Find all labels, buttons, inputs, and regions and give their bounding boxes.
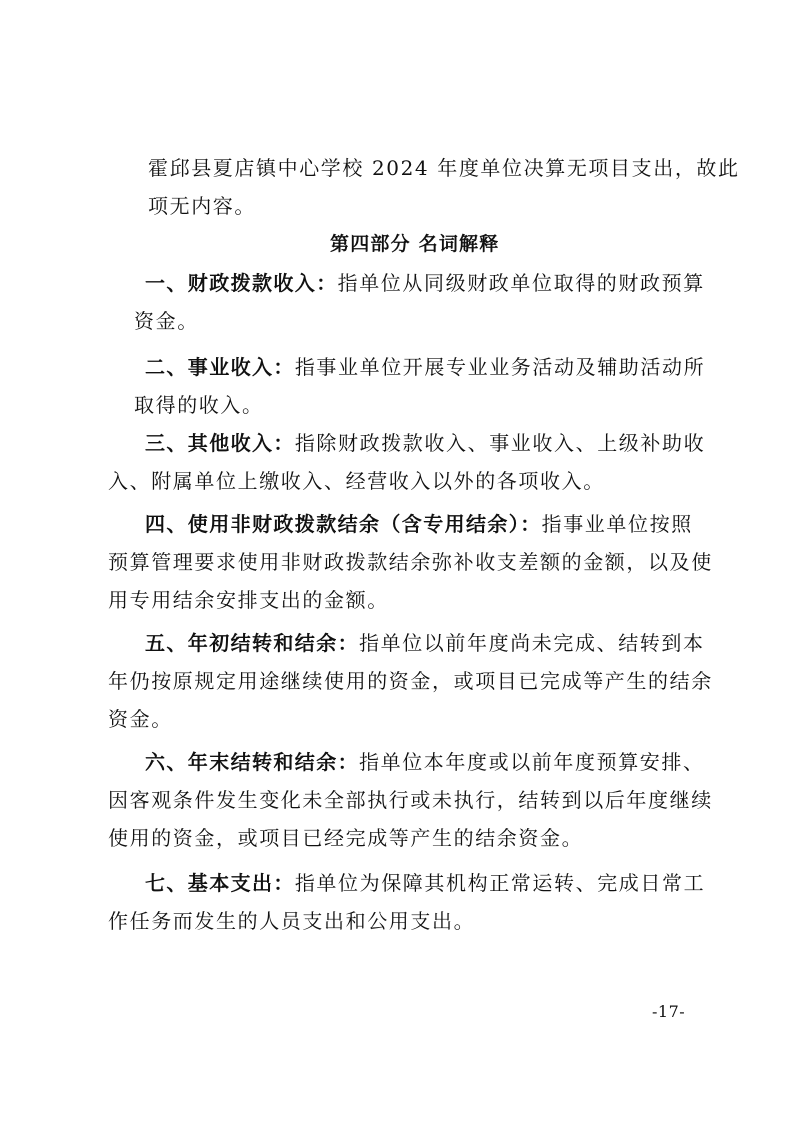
term-1-line-1 — [145, 271, 705, 295]
term-5-line-3: 资金。 — [108, 707, 173, 731]
term-6-text: 指单位本年度或以前年度预算安排、 — [359, 750, 705, 774]
term-7-label: 七、基本支出： — [145, 871, 295, 895]
term-2-line-2: 取得的收入。 — [134, 393, 264, 417]
term-6-label: 六、年末结转和结余： — [145, 750, 359, 774]
intro-line-1: 霍邱县夏店镇中心学校 2024 年度单位决算无项目支出，故此 — [148, 156, 740, 180]
term-2-text: 指事业单位开展专业业务活动及辅助活动所 — [294, 355, 706, 379]
term-4-line-3: 用专用结余安排支出的金额。 — [108, 588, 389, 612]
term-1-text: 指单位从同级财政单位取得的财政预算 — [337, 271, 705, 295]
intro-line-2: 项无内容。 — [148, 194, 256, 218]
term-4-line-1 — [145, 512, 693, 536]
term-7-text: 指单位为保障其机构正常运转、完成日常工 — [294, 871, 706, 895]
term-4-line-2: 预算管理要求使用非财政拨款结余弥补收支差额的金额，以及使 — [108, 550, 713, 574]
term-7-line-2: 作任务而发生的人员支出和公用支出。 — [108, 909, 476, 933]
term-5-text: 指单位以前年度尚未完成、结转到本 — [359, 631, 705, 655]
term-2-line-1 — [145, 355, 705, 379]
term-7-line-1 — [145, 871, 705, 895]
term-2-label: 二、事业收入： — [145, 355, 295, 379]
term-3-text: 指除财政拨款收入、事业收入、上级补助收 — [294, 431, 706, 455]
term-5-line-1 — [145, 631, 705, 655]
section-title: 第四部分 名词解释 — [330, 233, 500, 255]
term-6-line-3: 使用的资金，或项目已经完成等产生的结余资金。 — [108, 826, 584, 850]
term-6-line-1 — [145, 750, 705, 774]
term-3-line-2: 入、附属单位上缴收入、经营收入以外的各项收入。 — [108, 469, 605, 493]
term-3-label: 三、其他收入： — [145, 431, 295, 455]
term-6-line-2: 因客观条件发生变化未全部执行或未执行，结转到以后年度继续 — [108, 788, 713, 812]
term-5-line-2: 年仍按原规定用途继续使用的资金，或项目已完成等产生的结余 — [108, 669, 713, 693]
term-1-line-2: 资金。 — [134, 309, 199, 333]
term-5-label: 五、年初结转和结余： — [145, 631, 359, 655]
term-4-text: 指事业单位按照 — [541, 512, 693, 536]
term-4-label: 四、使用非财政拨款结余（含专用结余）： — [145, 512, 542, 536]
page-number: -17- — [652, 1002, 686, 1021]
term-3-line-1 — [145, 431, 705, 455]
term-1-label: 一、财政拨款收入： — [145, 271, 338, 295]
